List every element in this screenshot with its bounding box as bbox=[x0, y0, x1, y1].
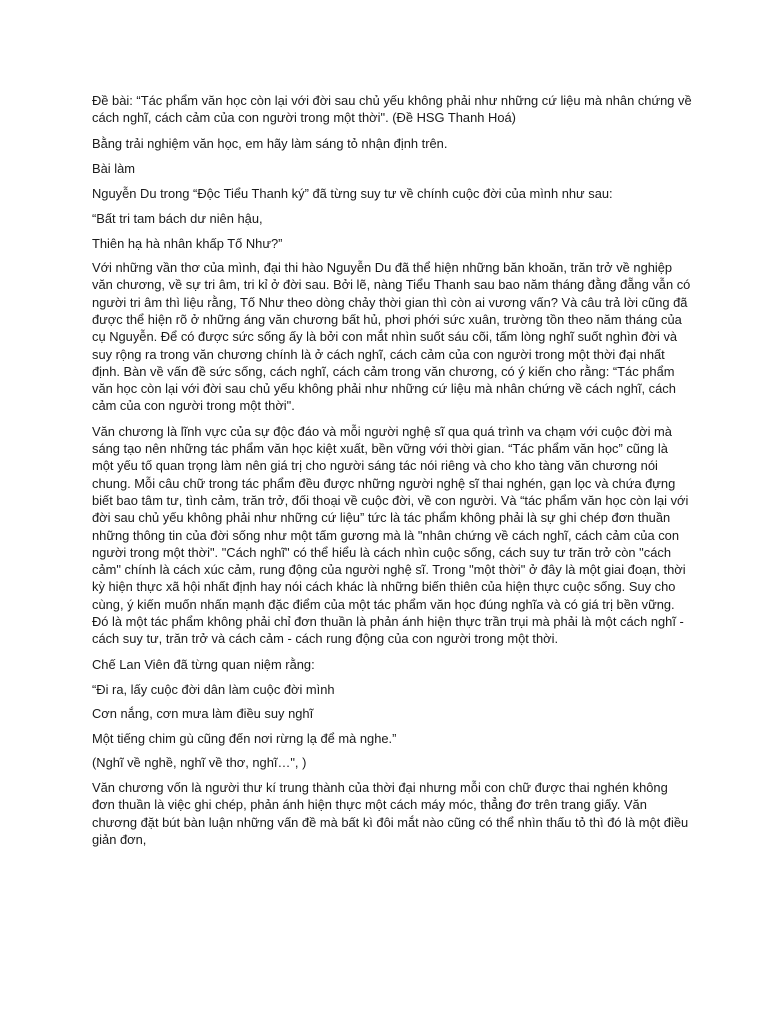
body-paragraph: Văn chương là lĩnh vực của sự độc đáo và mỗi người nghệ sĩ qua quá trình va chạm với cuộc đời mà sáng tạo nên những tác phẩm văn học kiệt xuất, bền vững với thời gian. “Tác phẩm văn học” cũng là một yếu tố quan trọng làm nên giá trị cho người sáng tác nói riêng và cho kho tàng văn chương nói chung. Mỗi câu chữ trong tác phẩm đều được những người nghệ sĩ thai nghén, gạn lọc và chứa đựng biết bao tâm tư, tình cảm, trăn trở, đối thoại về cuộc đời, về con người. Và “tác phẩm văn học còn lại với đời sau chủ yếu không phải như những cứ liệu” tức là tác phẩm không phải là sự ghi chép đơn thuần những thông tin của đời sống như một tấm gương mà là "nhân chứng về cách nghĩ, cách cảm của con người trong một thời". "Cách nghĩ" có thể hiểu là cách nhìn cuộc sống, cách suy tư trăn trở còn "cách cảm" chính là cách xúc cảm, rung động của người nghệ sĩ. Trong "một thời" ở đây là một giai đoạn, thời kỳ hiện thực xã hội nhất định hay nói cách khác là những biến thiên của hiện thực cuộc sống. Suy cho cùng, ý kiến muốn nhấn mạnh đặc điểm của một tác phẩm văn học đúng nghĩa và có giá trị bền vững. Đó là một tác phẩm không phải chỉ đơn thuần là phản ánh hiện thực trần trụi mà phải là một cách nghĩ - cách suy tư, trăn trở và cách cảm - cách rung động của con người trong một thời. bbox=[92, 423, 689, 647]
intro-paragraph: Nguyễn Du trong “Độc Tiểu Thanh ký” đã từng suy tư về chính cuộc đời của mình như sau: bbox=[92, 186, 613, 202]
quote-citation: (Nghĩ về nghề, nghĩ về thơ, nghĩ…", ) bbox=[92, 754, 307, 770]
document-page bbox=[92, 92, 692, 856]
quote-line: Cơn nắng, cơn mưa làm điều suy nghĩ bbox=[92, 706, 314, 722]
essay-heading: Bài làm bbox=[92, 160, 135, 176]
body-paragraph: Chế Lan Viên đã từng quan niệm rằng: bbox=[92, 656, 315, 672]
quote-line: “Bất tri tam bách dư niên hậu, bbox=[92, 211, 263, 227]
body-paragraph: Với những vần thơ của mình, đại thi hào Nguyễn Du đã thể hiện những băn khoăn, trăn trở về nghiệp văn chương, về sự tri âm, tri kỉ ở đời sau. Bởi lẽ, nàng Tiểu Thanh sau bao năm tháng đằng đẵng vẫn có người tri âm thì liệu rằng, Tố Như theo dòng chảy thời gian thì còn ai vương vấn? Và câu trả lời cũng đã được thể hiện rõ ở những áng văn chương bất hủ, phơi phới sức xuân, trường tồn theo năm tháng của cụ Nguyễn. Để có được sức sống ấy là bởi con mắt nhìn suốt sáu cõi, tấm lòng nghĩ suốt nghìn đời và suy rộng ra trong văn chương chính là ở cách nghĩ, cách cảm của con người trong một thời đại nhất định. Bàn về vấn đề sức sống, cách nghĩ, cách cảm trong văn chương, có ý kiến cho rằng: “Tác phẩm văn học còn lại với đời sau chủ yếu không phải như những cứ liệu mà nhân chứng về cách nghĩ, cách cảm của con người trong một thời". bbox=[92, 260, 691, 414]
body-paragraph: Văn chương vốn là người thư kí trung thành của thời đại nhưng mỗi con chữ được thai nghén không đơn thuần là việc ghi chép, phản ánh hiện thực một cách máy móc, thẳng đơ trên trang giấy. Văn chương đặt bút bàn luận những vấn đề mà bất kì đôi mắt nào cũng có thể nhìn thấu tỏ thì đó là một điều giản đơn, bbox=[92, 780, 689, 847]
essay-prompt: Đề bài: “Tác phẩm văn học còn lại với đời sau chủ yếu không phải như những cứ liệu mà nhân chứng về cách nghĩ, cách cảm của con người trong một thời". (Đề HSG Thanh Hoá) bbox=[92, 93, 692, 126]
quote-line: Thiên hạ hà nhân khấp Tố Như?” bbox=[92, 235, 283, 251]
essay-task: Bằng trải nghiệm văn học, em hãy làm sáng tỏ nhận định trên. bbox=[92, 135, 448, 151]
quote-line: Một tiếng chim gù cũng đến nơi rừng lạ để mà nghe.” bbox=[92, 730, 397, 746]
quote-line: “Đi ra, lấy cuộc đời dân làm cuộc đời mình bbox=[92, 681, 335, 697]
